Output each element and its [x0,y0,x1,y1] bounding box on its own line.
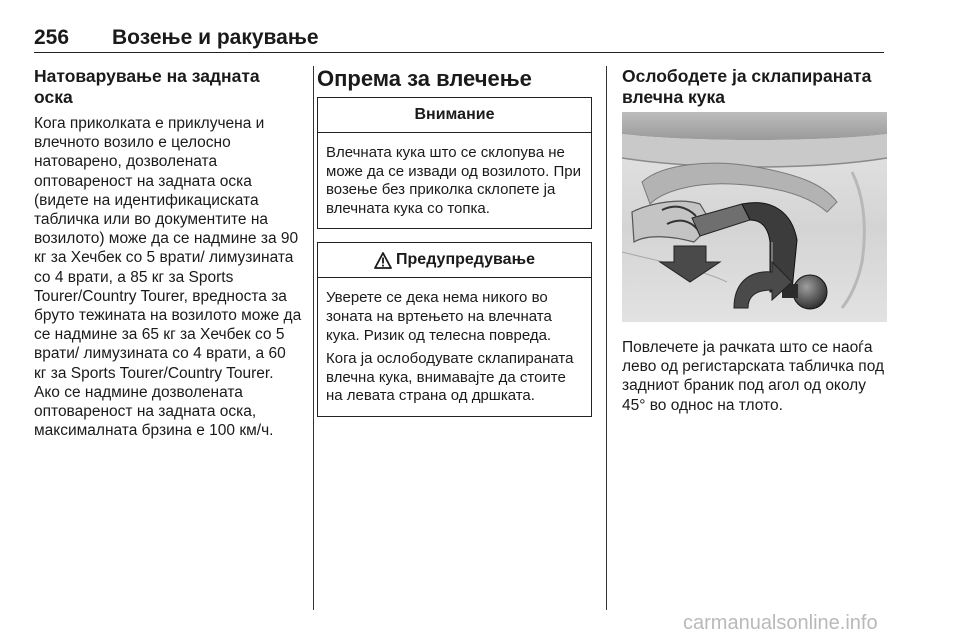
column-towing-equipment [317,66,592,417]
warning-title: Предупредување [396,251,535,269]
warning-body: Уверете се дека нема никого во зоната на вртењето на влечната кука. Ризик од телесна повреда. [326,289,552,344]
notice-box [317,97,592,229]
page-number: 256 [34,26,70,49]
column-divider-right [606,66,607,610]
section-body: Повлечете ја рачката што се наоѓа лево од регистарската табличка под задниот браник под агол од околу 45° во однос на тлото. [622,339,885,414]
page-header [34,26,884,53]
warning-triangle-icon [374,252,392,269]
section-body: Кога приколката е приклучена и влечното возило е целосно натоварено, дозволената оптовареност на задната оска (видете на идентификациската табличка или во документите на возилото) може да се надмине за 90 кг за Хечбек со 5 врати/ лимузината со 4 врати, а 85 кг за Sports Tourer/Country Tourer, вредноста за бруто тежината на возилото може да се надмине за 65 кг за Хечбек со 5 врати/ лимузината со 4 врати, а 60 кг за Sports Tourer/Country Tourer. Ако се надмине дозволената оптовареност на задната оска, максималната брзина е 100 км/ч. [34,115,302,440]
notice-title: Внимание [318,98,591,133]
column-divider-left [313,66,314,610]
column-release-towbar [622,66,887,415]
watermark-text: carmanualsonline.info [683,612,878,634]
section-heading: Ослободете ја склапираната влечна кука [622,66,872,107]
section-title: Опрема за влечење [317,66,532,91]
column-rear-axle-load [34,66,302,440]
towbar-release-illustration [622,112,887,322]
chapter-title: Возење и ракување [112,26,319,49]
warning-box [317,242,592,417]
notice-body: Влечната кука што се склопува не може да се извади од возилото. При возење без приколка склопете ја влечната кука со топка. [326,144,581,217]
warning-header [318,243,591,278]
section-heading: Натоварување на задната оска [34,66,260,107]
warning-body-2: Кога ја ослободувате склапираната влечна кука, внимавајте да стоите на левата страна од дршката. [326,350,574,405]
